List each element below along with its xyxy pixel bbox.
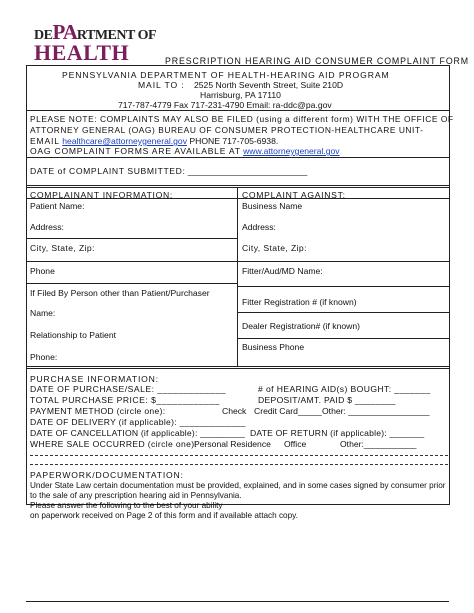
payment-check-option[interactable]: Check xyxy=(222,406,247,416)
note-line3 xyxy=(30,136,278,146)
fitter-name-field[interactable]: Fitter/Aud/MD Name: xyxy=(242,266,323,276)
row-line xyxy=(237,286,449,287)
oag-email-link[interactable]: healthcare@attorneygeneral.gov xyxy=(62,136,188,146)
payment-credit-option[interactable]: Credit Card_____ xyxy=(254,406,322,416)
against-header: COMPLAINT AGAINST: xyxy=(242,190,346,200)
filer-name-field[interactable]: Name: xyxy=(30,308,56,318)
purchase-header: PURCHASE INFORMATION: xyxy=(30,374,159,384)
dealer-registration-field[interactable]: Dealer Registration# (if known) xyxy=(242,321,360,331)
row-line xyxy=(26,366,449,367)
business-address-field[interactable]: Address: xyxy=(242,222,276,232)
mail-to-label: MAIL TO : xyxy=(138,80,185,90)
logo xyxy=(34,20,157,70)
where-sale-label: WHERE SALE OCCURRED (circle one): xyxy=(30,439,198,449)
patient-phone-field[interactable]: Phone xyxy=(30,266,55,276)
patient-name-field[interactable]: Patient Name: xyxy=(30,201,85,211)
business-name-field[interactable]: Business Name xyxy=(242,201,303,211)
divider xyxy=(26,110,449,111)
date-complaint xyxy=(30,166,307,176)
logo-de-text: DE xyxy=(34,28,53,43)
note-phone: PHONE 717-705-6938. xyxy=(187,136,279,146)
date-complaint-label: DATE of COMPLAINT SUBMITTED: xyxy=(30,166,186,176)
agency-contact: 717-787-4779 Fax 717-231-4790 Email: ra-ddc@pa.gov xyxy=(118,100,332,110)
note-email-prefix: EMAIL xyxy=(30,136,60,146)
agency-address1: 2525 North Seventh Street, Suite 210D xyxy=(194,80,344,90)
row-line xyxy=(237,338,449,339)
logo-rtment-text: RTMENT OF xyxy=(76,28,157,43)
divider xyxy=(26,157,449,158)
note-line2: ATTORNEY GENERAL (OAG) BUREAU OF CONSUMER PROTECTION-HEALTHCARE UNIT- xyxy=(30,125,424,135)
paperwork-line3: Please answer the following to the best of your ability xyxy=(30,501,223,510)
row-line xyxy=(26,261,449,262)
num-aids-field[interactable]: # of HEARING AID(s) BOUGHT: _______ xyxy=(258,384,431,394)
business-city-field[interactable]: City, State, Zip: xyxy=(242,243,307,253)
date-delivery-field[interactable]: DATE OF DELIVERY (if applicable): _____________ xyxy=(30,417,246,427)
filed-by-label: If Filed By Person other than Patient/Purchaser xyxy=(30,288,210,298)
agency-program: PENNSYLVANIA DEPARTMENT OF HEALTH-HEARING AID PROGRAM xyxy=(62,70,390,80)
oag-website-link[interactable]: www.attorneygeneral.gov xyxy=(243,146,340,156)
payment-other-field[interactable]: Other: _________________ xyxy=(322,406,430,416)
row-line xyxy=(26,238,237,239)
date-complaint-field[interactable]: _________________________ xyxy=(187,166,308,176)
payment-label: PAYMENT METHOD (circle one): xyxy=(30,406,166,416)
sale-other-field[interactable]: Other:___________ xyxy=(340,439,417,449)
paperwork-line1: Under State Law certain documentation must be provided, explained, and in some cases signed by consumer prior xyxy=(30,481,446,490)
total-price-field[interactable]: TOTAL PURCHASE PRICE: $____________ xyxy=(30,395,220,405)
date-cancel-field[interactable]: DATE OF CANCELLATION (if applicable): _________ xyxy=(30,428,245,438)
complainant-header: COMPLAINANT INFORMATION: xyxy=(30,190,174,200)
row-line xyxy=(26,198,449,199)
filer-phone-field[interactable]: Phone: xyxy=(30,352,58,362)
logo-health-text: HEALTH xyxy=(34,40,130,65)
dashed-rule xyxy=(30,464,448,465)
sale-residence-option[interactable]: Personal Residence xyxy=(194,439,271,449)
paperwork-header: PAPERWORK/DOCUMENTATION: xyxy=(30,470,184,480)
divider xyxy=(26,368,449,369)
column-divider xyxy=(237,187,238,366)
note-line1: PLEASE NOTE: COMPLAINTS MAY ALSO BE FILED (using a different form) WITH THE OFFICE OF xyxy=(30,114,454,124)
note-line4 xyxy=(30,146,340,156)
date-purchase-field[interactable]: DATE OF PURCHASE/SALE: _____________ xyxy=(30,384,227,394)
divider xyxy=(26,185,449,186)
dashed-rule xyxy=(30,455,448,456)
business-phone-field[interactable]: Business Phone xyxy=(242,342,305,352)
date-return-field[interactable]: DATE OF RETURN (if applicable): _______ xyxy=(250,428,425,438)
note-forms-text: OAG COMPLAINT FORMS ARE AVAILABLE AT xyxy=(30,146,241,156)
bottom-rule xyxy=(26,601,449,602)
row-line xyxy=(237,312,449,313)
patient-city-field[interactable]: City, State, Zip: xyxy=(30,243,95,253)
patient-address-field[interactable]: Address: xyxy=(30,222,64,232)
sale-office-option[interactable]: Office xyxy=(284,439,307,449)
relationship-field[interactable]: Relationship to Patient xyxy=(30,330,116,340)
logo-pa-text: PA xyxy=(52,20,77,44)
fitter-registration-field[interactable]: Fitter Registration # (if known) xyxy=(242,297,357,307)
agency-address2: Harrisburg, PA 17110 xyxy=(200,90,281,100)
deposit-field[interactable]: DEPOSIT/AMT. PAID $ ________ xyxy=(258,395,396,405)
paperwork-line2: to the sale of any prescription hearing aid in Pennsylvania. xyxy=(30,491,242,500)
paperwork-line4: on paperwork received on Page 2 of this form and if available attach copy. xyxy=(30,511,298,520)
row-line xyxy=(26,283,237,284)
form-title: PRESCRIPTION HEARING AID CONSUMER COMPLAINT FORM xyxy=(165,56,470,66)
